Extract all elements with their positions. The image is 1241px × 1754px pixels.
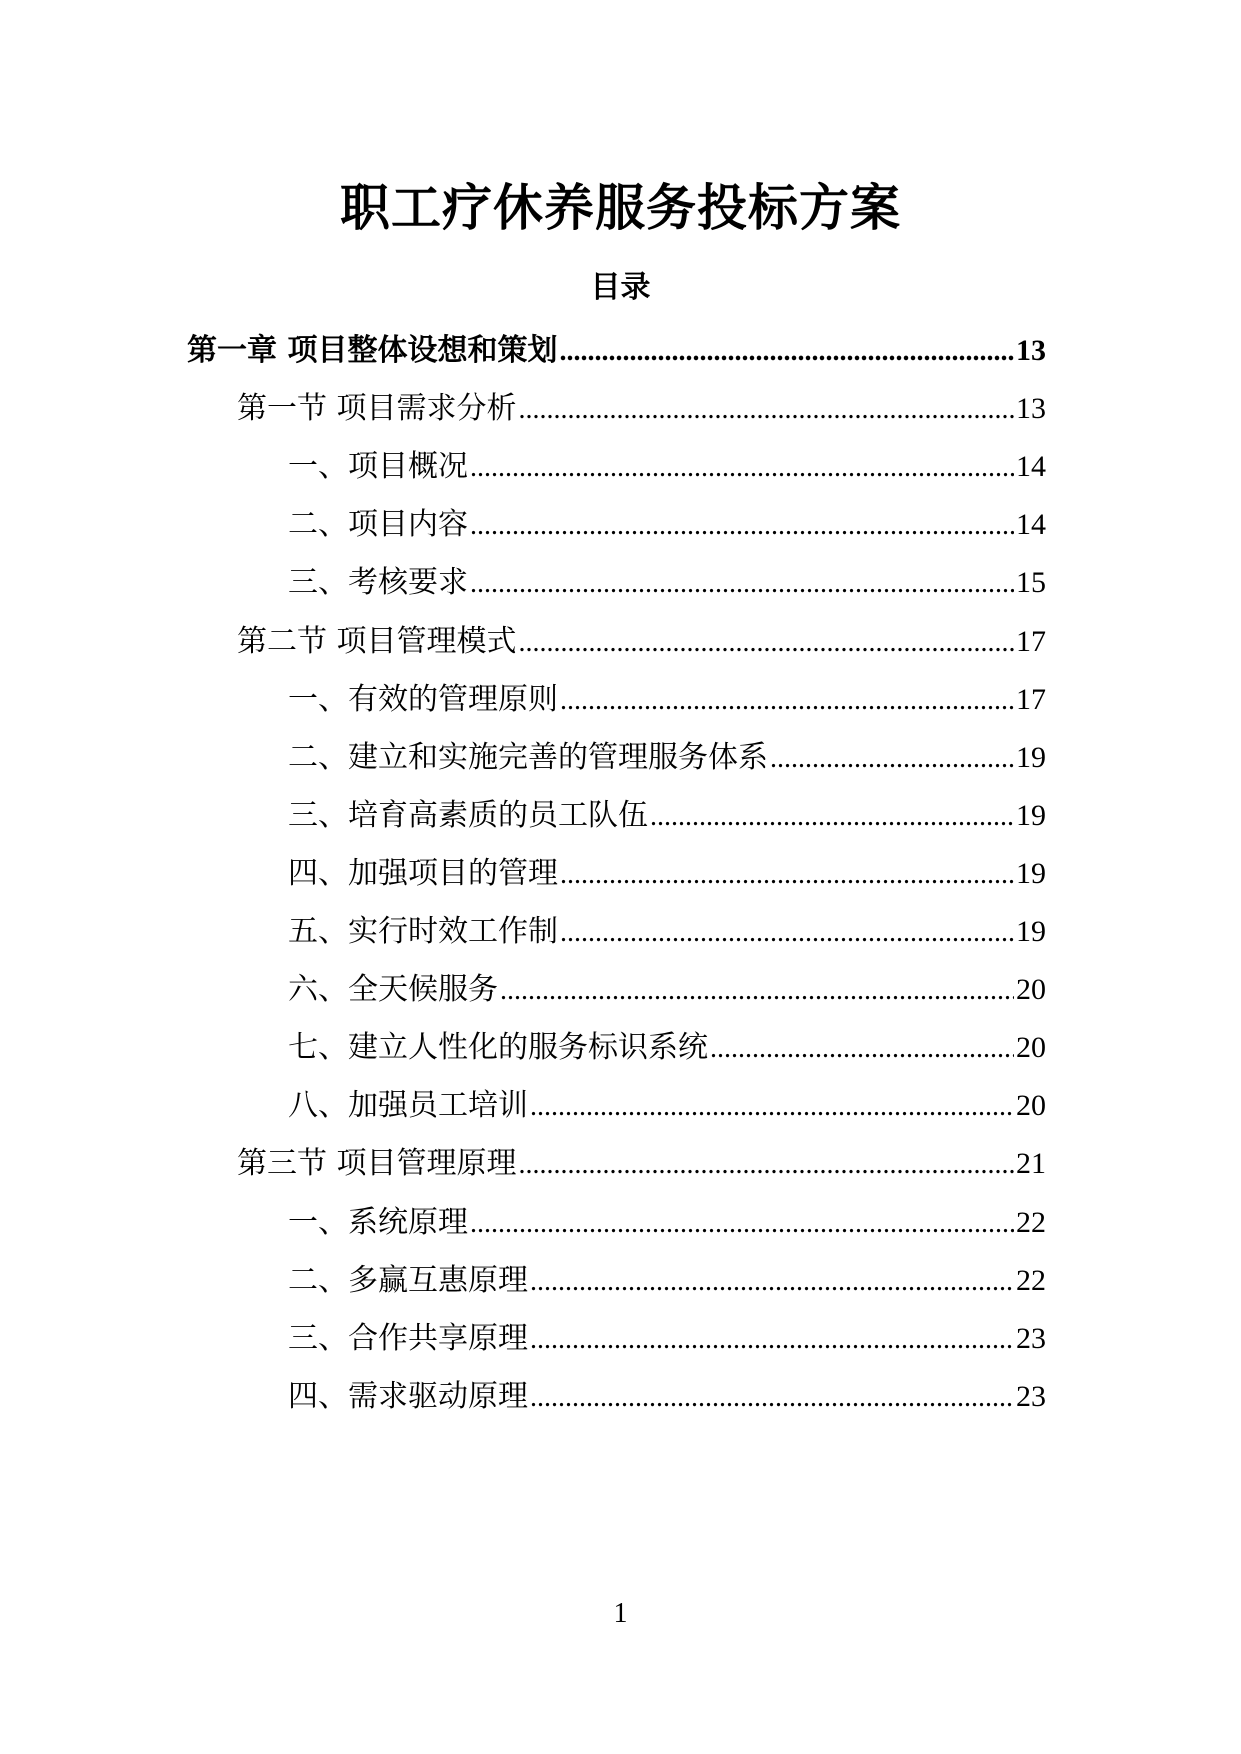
toc-entry-title: 一、项目概况: [288, 449, 468, 485]
toc-entry-page-number: 17: [1016, 624, 1046, 658]
toc-entry-page-number: 13: [1016, 392, 1046, 426]
toc-entry[interactable]: [288, 1203, 1046, 1243]
dot-leader: [470, 448, 1014, 487]
toc-entry[interactable]: [288, 563, 1046, 603]
toc-entry-title: 八、加强员工培训: [288, 1088, 528, 1124]
toc-entry[interactable]: [288, 1377, 1046, 1417]
page-number: 1: [613, 1598, 628, 1629]
toc-entry-page-number: 20: [1016, 973, 1046, 1007]
toc-entry-page-number: 17: [1016, 682, 1046, 716]
dot-leader: [470, 1204, 1014, 1243]
toc-entry-page-number: 19: [1016, 915, 1046, 948]
toc-entry-page-number: 14: [1016, 450, 1046, 484]
dot-leader: [470, 564, 1014, 603]
toc-entry-page-number: 23: [1016, 1379, 1046, 1413]
toc-entry-title: 二、建立和实施完善的管理服务体系: [288, 739, 768, 775]
document-title: 职工疗休养服务投标方案: [340, 179, 901, 237]
toc-entry[interactable]: [288, 912, 1046, 952]
dot-leader: [519, 390, 1014, 429]
toc-entry-page-number: 14: [1016, 508, 1046, 542]
toc-entry-page-number: 19: [1016, 798, 1046, 832]
dot-leader: [530, 1320, 1014, 1359]
toc-entry[interactable]: [288, 1261, 1046, 1301]
toc-entry-title: 一、有效的管理原则: [288, 681, 558, 717]
toc-entry-page-number: 22: [1016, 1263, 1046, 1297]
toc-entry-title: 三、合作共享原理: [288, 1320, 528, 1356]
toc-entry[interactable]: [288, 1086, 1046, 1126]
toc-entry-page-number: 22: [1016, 1205, 1046, 1239]
toc-entry-title: 六、全天候服务: [288, 972, 498, 1008]
toc-entry-page-number: 21: [1016, 1147, 1046, 1181]
toc-heading: 目录: [590, 270, 651, 305]
toc-entry[interactable]: [237, 1144, 1046, 1184]
toc-entry-title: 第三节 项目管理原理: [237, 1146, 517, 1182]
toc-entry[interactable]: [237, 389, 1046, 429]
dot-leader: [560, 681, 1014, 720]
toc-entry[interactable]: [288, 1028, 1046, 1068]
toc-entry[interactable]: [288, 447, 1046, 487]
toc-entry[interactable]: [288, 1319, 1046, 1359]
dot-leader: [500, 971, 1014, 1010]
toc-entry-title: 二、项目内容: [288, 507, 468, 543]
dot-leader: [470, 506, 1014, 545]
toc-entry-title: 四、加强项目的管理: [288, 855, 558, 891]
toc-entry[interactable]: [288, 854, 1046, 894]
dot-leader: [770, 739, 1014, 778]
dot-leader: [519, 1145, 1014, 1184]
toc-entry-page-number: 15: [1016, 566, 1046, 600]
toc-entry[interactable]: [288, 680, 1046, 720]
toc-entry-page-number: 19: [1016, 856, 1046, 890]
toc-entry[interactable]: [288, 505, 1046, 545]
toc-entry-title: 三、考核要求: [288, 565, 468, 601]
dot-leader: [530, 1378, 1014, 1417]
dot-leader: [530, 1087, 1014, 1126]
dot-leader: [560, 855, 1014, 894]
dot-leader: [559, 332, 1014, 371]
toc-entry-title: 二、多赢互惠原理: [288, 1262, 528, 1298]
toc-entry-title: 第一章 项目整体设想和策划: [187, 333, 558, 368]
toc-entry-title: 第一节 项目需求分析: [237, 391, 517, 427]
dot-leader: [710, 1029, 1014, 1068]
toc-entry[interactable]: [288, 970, 1046, 1010]
toc-entry-title: 第二节 项目管理模式: [237, 623, 517, 659]
toc-entry[interactable]: [288, 738, 1046, 778]
toc-entry-title: 七、建立人性化的服务标识系统: [288, 1030, 708, 1066]
toc-entry[interactable]: [187, 331, 1046, 371]
toc-entry-page-number: 13: [1016, 334, 1046, 367]
toc-entry-title: 一、系统原理: [288, 1204, 468, 1240]
toc-entry[interactable]: [288, 796, 1046, 836]
toc-entry-page-number: 20: [1016, 1031, 1046, 1065]
toc-entry[interactable]: [237, 622, 1046, 662]
toc-entry-page-number: 19: [1016, 740, 1046, 774]
dot-leader: [519, 623, 1014, 662]
toc-entry-page-number: 20: [1016, 1089, 1046, 1123]
dot-leader: [530, 1262, 1014, 1301]
toc-entry-page-number: 23: [1016, 1321, 1046, 1355]
dot-leader: [650, 797, 1014, 836]
dot-leader: [560, 913, 1014, 952]
toc-entry-title: 四、需求驱动原理: [288, 1378, 528, 1414]
toc-entry-title: 三、培育高素质的员工队伍: [288, 797, 648, 833]
toc-entry-title: 五、实行时效工作制: [288, 914, 558, 949]
